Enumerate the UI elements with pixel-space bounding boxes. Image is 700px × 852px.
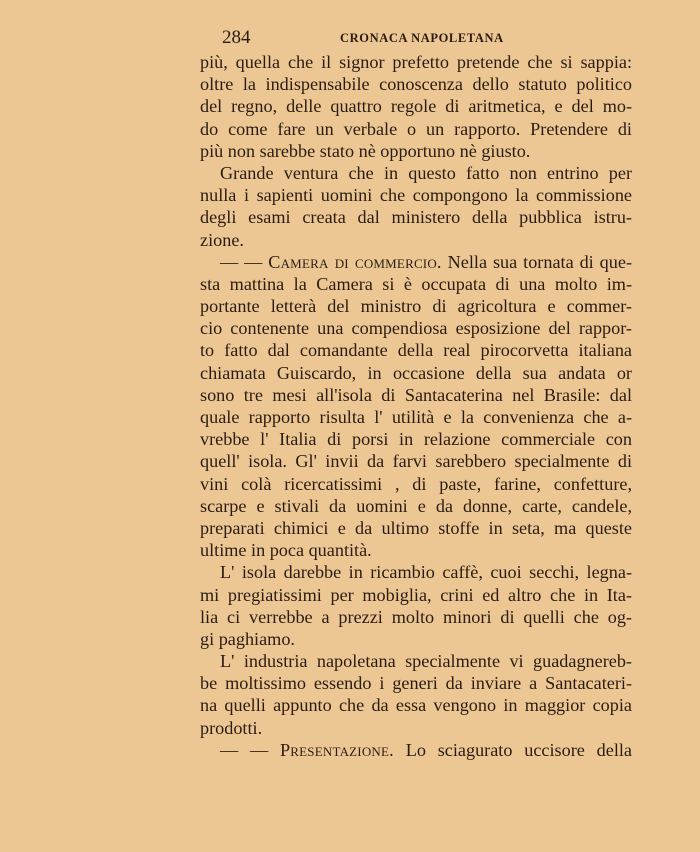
line-text: quell' isola. Gl' invii da farvi sarebbero specialmente di	[200, 451, 632, 472]
line-text: degli esami creata dal ministero della pubblica istru-	[200, 207, 632, 228]
text-line	[200, 184, 632, 206]
text-line	[200, 606, 632, 628]
section-heading: Presentazione.	[279, 739, 394, 760]
text-line	[200, 384, 632, 406]
line-text: do come fare un verbale o un rapporto. Pretendere di	[200, 118, 632, 139]
line-text: ultime in poca quantità.	[200, 540, 372, 561]
line-text: lia ci verrebbe a prezzi molto minori di quelli che og-	[200, 606, 632, 627]
text-line	[200, 140, 632, 162]
line-text: sta mattina la Camera si è occupata di una molto im-	[200, 273, 632, 294]
line-text: na quelli appunto che da essa vengono in maggior copia	[200, 695, 632, 716]
section-heading: Camera di commercio.	[268, 251, 442, 272]
text-line	[200, 650, 632, 672]
text-line	[200, 95, 632, 117]
line-text: cio contenente una compendiosa esposizione del rappor-	[200, 318, 632, 339]
page-header	[222, 27, 632, 49]
text-line	[200, 495, 632, 517]
line-text: sono tre mesi all'isola di Santacaterina nel Brasile: dal	[200, 384, 632, 405]
text-line	[200, 406, 632, 428]
text-line	[200, 561, 632, 583]
section-dash: — —	[220, 251, 269, 272]
line-text: prodotti.	[200, 717, 263, 738]
text-line	[200, 295, 632, 317]
text-line	[200, 628, 632, 650]
text-line	[200, 73, 632, 95]
text-line	[200, 517, 632, 539]
text-line	[200, 362, 632, 384]
page-number: 284	[222, 27, 251, 48]
running-title: CRONACA NAPOLETANA	[340, 31, 504, 45]
line-text: to fatto dal comandante della real pirocorvetta italiana	[200, 340, 632, 361]
line-text: oltre la indispensabile conoscenza dello statuto politico	[200, 74, 632, 95]
line-text: L' isola darebbe in ricambio caffè, cuoi secchi, legna-	[220, 562, 632, 583]
text-line	[200, 162, 632, 184]
text-line	[200, 339, 632, 361]
text-line	[200, 584, 632, 606]
text-line	[200, 672, 632, 694]
text-line	[200, 473, 632, 495]
text-line	[200, 118, 632, 140]
line-text: gi paghiamo.	[200, 628, 295, 649]
text-line	[200, 694, 632, 716]
text-line	[200, 51, 632, 73]
line-text: Nella sua tornata di que-	[441, 251, 632, 272]
line-text: del regno, delle quattro regole di aritmetica, e del mo-	[200, 96, 632, 117]
line-text: vini colà ricercatissimi , di paste, farine, confetture,	[200, 473, 632, 494]
text-line	[200, 317, 632, 339]
text-line	[200, 206, 632, 228]
line-text: be moltissimo essendo i generi da inviare a Santacateri-	[200, 673, 632, 694]
line-text: Grande ventura che in questo fatto non entrino per	[220, 162, 632, 183]
text-line	[200, 229, 632, 251]
line-text: chiamata Guiscardo, in occasione della sua andata or	[200, 362, 632, 383]
line-text: portante letterà del ministro di agricoltura e commer-	[200, 296, 632, 317]
text-line	[200, 739, 632, 761]
line-text: Lo sciagurato uccisore della	[393, 739, 632, 760]
line-text: più non sarebbe stato nè opportuno nè giusto.	[200, 140, 531, 161]
line-text: L' industria napoletana specialmente vi guadagnereb-	[220, 651, 632, 672]
section-dash: — —	[220, 739, 280, 760]
line-text: zione.	[200, 229, 244, 250]
line-text: mi pregiatissimi per mobiglia, crini ed altro che in Ita-	[200, 584, 632, 605]
line-text: più, quella che il signor prefetto pretende che si sappia:	[200, 52, 632, 72]
line-text: nulla i sapienti uomini che compongono la commissione	[200, 185, 632, 206]
text-line	[200, 717, 632, 739]
text-line	[200, 539, 632, 561]
text-line	[200, 450, 632, 472]
line-text: vrebbe l' Italia di porsi in relazione commerciale con	[200, 429, 632, 450]
line-text: scarpe e stivali da uomini e da donne, carte, candele,	[200, 495, 632, 516]
text-line	[200, 251, 632, 273]
line-text: quale rapporto risulta l' utilità e la convenienza che a-	[200, 407, 632, 427]
text-line	[200, 273, 632, 295]
text-line	[200, 428, 632, 450]
line-text: preparati chimici e da ultimo stoffe in seta, ma queste	[200, 517, 632, 538]
page-body-text	[200, 51, 632, 761]
